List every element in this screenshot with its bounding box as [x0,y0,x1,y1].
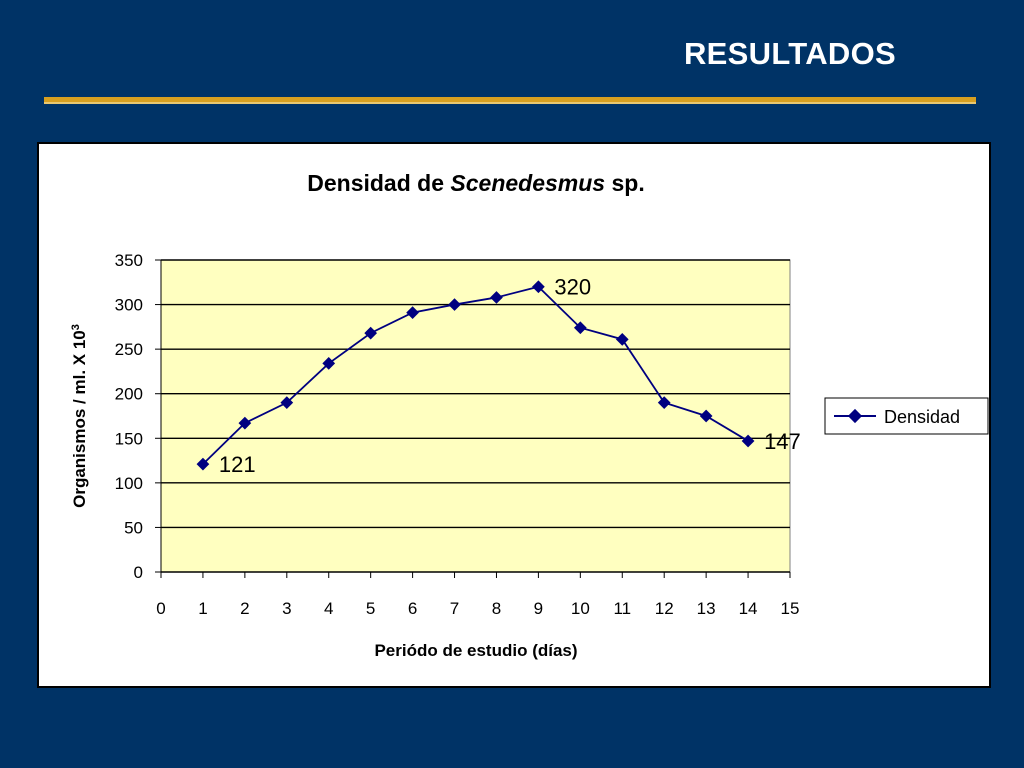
x-tick-label-0: 0 [156,599,166,618]
chart-title-part-3: sp. [605,170,645,196]
x-tick-label-15: 15 [780,599,800,618]
x-tick-label-11: 11 [613,599,632,618]
x-tick-label-3: 3 [282,599,292,618]
x-tick-label-1: 1 [198,599,208,618]
x-tick-label-12: 12 [654,599,674,618]
y-tick-label-200: 200 [114,384,143,404]
x-axis-title: Periódo de estudio (días) [374,641,578,660]
title-underline-highlight [44,102,976,104]
slide-title: RESULTADOS [684,36,896,71]
legend-label: Densidad [884,407,961,427]
x-tick-label-13: 13 [696,599,716,618]
y-tick-label-250: 250 [114,340,143,360]
data-label-1: 121 [218,452,256,478]
x-tick-label-7: 7 [449,599,460,618]
x-tick-label-2: 2 [240,599,250,618]
density-chart [39,144,989,686]
y-tick-label-0: 0 [133,563,143,582]
data-label-14: 147 [764,428,801,454]
x-tick-label-14: 14 [738,599,758,618]
y-axis-title [70,324,89,508]
x-tick-label-9: 9 [533,599,544,618]
y-tick-labels [115,251,143,582]
x-tick-label-4: 4 [323,599,334,618]
chart-title-species: Scenedesmus [450,170,606,196]
y-axis-title-main: Organismos / ml. X 10 [70,330,89,508]
legend [825,398,988,434]
x-tick-labels [156,599,799,618]
y-axis-title-exponent: 3 [70,324,82,331]
x-tick-label-5: 5 [365,599,376,618]
y-tick-label-150: 150 [114,429,143,449]
y-tick-label-350: 350 [114,251,143,270]
chart-title [307,170,644,196]
x-tick-label-10: 10 [570,599,590,618]
chart-title-part-1: Densidad de [307,170,451,196]
y-tick-label-100: 100 [114,473,143,493]
data-label-9: 320 [554,274,592,300]
x-tick-label-8: 8 [491,599,502,618]
y-tick-label-50: 50 [124,518,143,538]
y-tick-label-300: 300 [114,295,143,315]
chart-frame [37,142,991,688]
x-tick-label-6: 6 [407,599,418,618]
plot-area [161,260,790,572]
